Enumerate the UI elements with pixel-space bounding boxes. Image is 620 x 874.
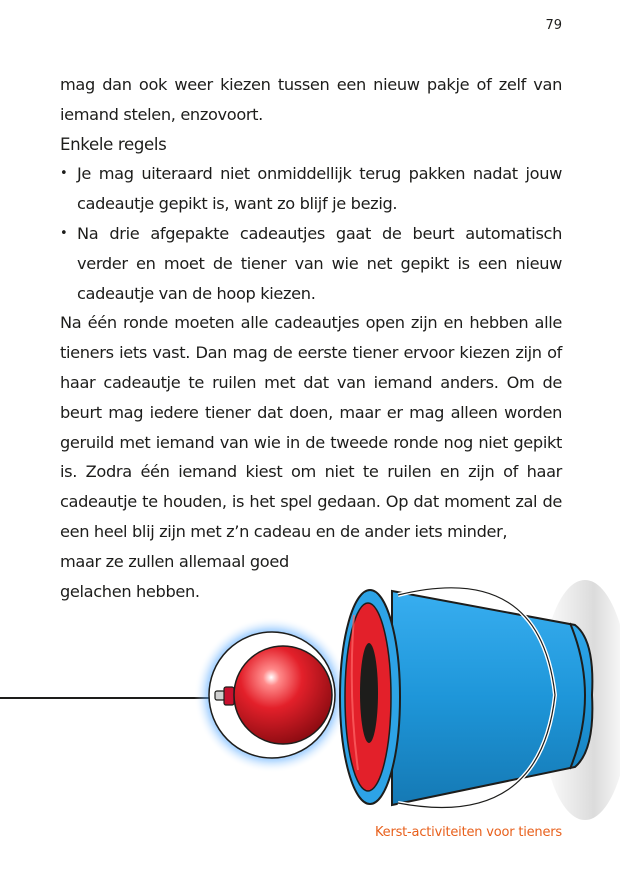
bucket-and-ornament-illustration [0, 555, 620, 835]
rule-item: • Na drie afgepakte cadeautjes gaat de beurt automatisch verder en moet de tiener van wie net gepikt is een nieuw cadeautje van de hoop kiezen. [60, 219, 562, 308]
main-paragraph: Na één ronde moeten alle cadeautjes open zijn en hebben alle tieners iets vast. Dan mag de eerste tiener ervoor kiezen zijn of haar cadeautje te ruilen met dat van iemand anders. Om de beurt mag iedere tiener dat doen, maar er mag alleen worden geruild met iemand van wie in de tweede ronde nog niet gepikt is. Zodra één iemand kiest om niet te ruilen en zijn of haar cadeautje te houden, is het spel gedaan. Op dat moment zal de een heel blij zijn met z’n cadeau en de ander iets minder, [60, 313, 562, 541]
intro-paragraph: mag dan ook weer kiezen tussen een nieuw pakje of zelf van iemand stelen, enzovoort. [60, 75, 562, 124]
main-paragraph-tail-2: gelachen hebben. [60, 581, 200, 601]
rules-heading: Enkele regels [60, 134, 167, 154]
body-text [60, 70, 562, 606]
page-number: 79 [545, 18, 562, 33]
main-paragraph-tail-1: maar ze zullen allemaal goed [60, 551, 289, 571]
footer-book-title: Kerst-activiteiten voor tieners [374, 825, 562, 840]
rules-list [60, 159, 562, 308]
rule-item: • Je mag uiteraard niet onmiddellijk terug pakken nadat jouw cadeautje gepikt is, want zo blijf je bezig. [60, 159, 562, 219]
